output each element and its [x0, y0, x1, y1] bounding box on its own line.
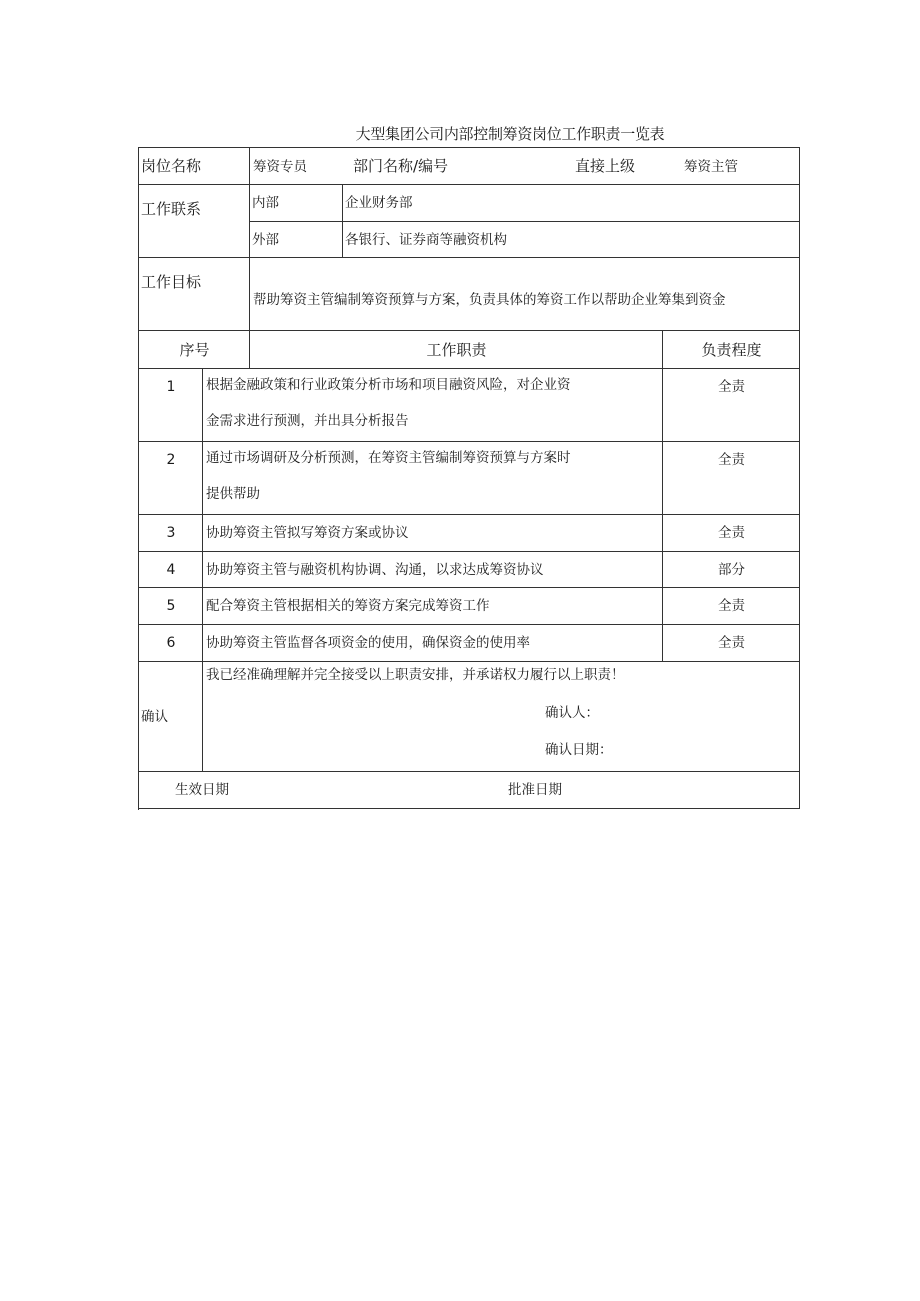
duty-degree: 全责 — [718, 525, 745, 541]
duty-degree-cell — [663, 588, 800, 625]
external-label-cell — [250, 222, 343, 258]
internal-label: 内部 — [252, 195, 279, 211]
duty-text-cell — [203, 442, 663, 515]
duty-no-cell — [139, 552, 203, 588]
effective-date-label: 生效日期 — [175, 782, 229, 798]
duty-header-degree: 负责程度 — [701, 341, 762, 359]
internal-value-cell — [343, 185, 800, 222]
confirm-date-label: 确认日期： — [545, 742, 613, 758]
duty-degree: 部分 — [718, 562, 745, 578]
goal-value-cell — [250, 258, 800, 331]
duty-header-no: 序号 — [179, 341, 210, 359]
goal-label-cell — [139, 258, 250, 331]
post-name-label-cell — [139, 148, 250, 185]
duty-header-no-cell — [139, 331, 250, 369]
dept-label: 部门名称/编号 — [353, 157, 449, 175]
external-label: 外部 — [252, 232, 279, 248]
goal-label: 工作目标 — [141, 273, 202, 291]
duty-text-cell — [203, 552, 663, 588]
duty-text-line1: 协助筹资主管与融资机构协调、沟通，以求达成筹资协议 — [206, 562, 544, 578]
duty-text-cell — [203, 625, 663, 662]
external-value-cell — [343, 222, 800, 258]
confirm-label-cell — [139, 662, 203, 772]
duty-text-line1: 根据金融政策和行业政策分析市场和项目融资风险，对企业资 — [206, 377, 571, 393]
duty-degree: 全责 — [718, 452, 745, 468]
duty-degree: 全责 — [718, 635, 745, 651]
duty-degree: 全责 — [718, 379, 745, 395]
duty-text-line1: 配合筹资主管根据相关的筹资方案完成筹资工作 — [206, 598, 490, 614]
post-name-value: 筹资专员 — [253, 159, 307, 175]
approval-date-label: 批准日期 — [508, 782, 562, 798]
page-title: 大型集团公司内部控制筹资岗位工作职责一览表 — [355, 125, 665, 143]
duty-degree-cell — [663, 552, 800, 588]
duty-no: 4 — [166, 562, 176, 578]
duty-text-cell — [203, 515, 663, 552]
confirmer-label: 确认人： — [545, 705, 599, 721]
duty-no-cell — [139, 515, 203, 552]
contact-label-cell — [139, 185, 250, 258]
duty-no-cell — [139, 442, 203, 515]
confirm-label: 确认 — [141, 709, 168, 725]
duty-text-line1: 协助筹资主管拟写筹资方案或协议 — [206, 525, 409, 541]
duty-degree-cell — [663, 625, 800, 662]
duty-no: 3 — [166, 525, 176, 541]
superior-value: 筹资主管 — [684, 159, 738, 175]
duty-degree-cell — [663, 442, 800, 515]
duty-no: 1 — [166, 379, 176, 395]
superior-label: 直接上级 — [575, 157, 636, 175]
duty-no-cell — [139, 588, 203, 625]
duty-header-degree-cell — [663, 331, 800, 369]
confirm-statement: 我已经准确理解并完全接受以上职责安排，并承诺权力履行以上职责！ — [206, 667, 625, 683]
duty-no-cell — [139, 625, 203, 662]
header-info-cell — [250, 148, 800, 185]
post-name-label: 岗位名称 — [141, 157, 202, 175]
duty-text-cell — [203, 588, 663, 625]
goal-value: 帮助筹资主管编制筹资预算与方案，负责具体的筹资工作以帮助企业筹集到资金 — [253, 292, 726, 308]
duty-no: 2 — [166, 452, 176, 468]
contact-label: 工作联系 — [141, 200, 202, 218]
duty-table — [138, 147, 800, 810]
internal-value: 企业财务部 — [345, 195, 413, 211]
duty-degree-cell — [663, 369, 800, 442]
external-value: 各银行、证券商等融资机构 — [345, 232, 507, 248]
confirm-body-cell — [203, 662, 800, 772]
duty-no-cell — [139, 369, 203, 442]
duty-text-line1: 通过市场调研及分析预测，在筹资主管编制筹资预算与方案时 — [206, 450, 571, 466]
duty-header-duty-cell — [250, 331, 663, 369]
duty-no: 6 — [166, 635, 176, 651]
duty-text-line2: 金需求进行预测，并出具分析报告 — [206, 413, 409, 429]
footer-cell — [139, 772, 800, 809]
duty-text-cell — [203, 369, 663, 442]
duty-header-duty: 工作职责 — [426, 341, 487, 359]
duty-degree: 全责 — [718, 598, 745, 614]
duty-degree-cell — [663, 515, 800, 552]
duty-text-line1: 协助筹资主管监督各项资金的使用，确保资金的使用率 — [206, 635, 530, 651]
duty-text-line2: 提供帮助 — [206, 486, 260, 502]
internal-label-cell — [250, 185, 343, 222]
duty-no: 5 — [166, 598, 176, 614]
